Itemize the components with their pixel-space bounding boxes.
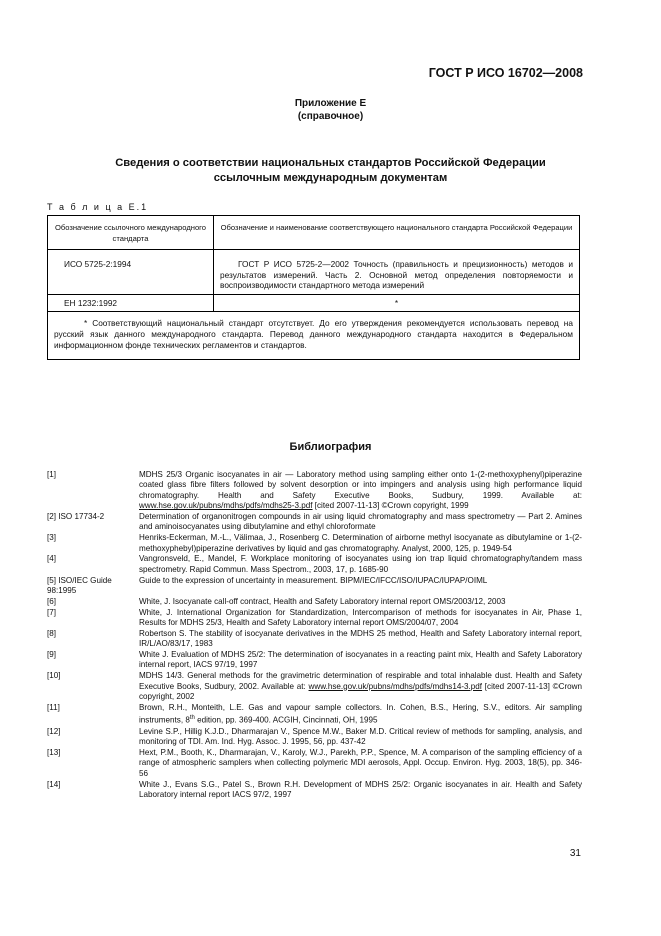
standard-id: ГОСТ Р ИСО 16702—2008 [428,66,583,80]
bibliography-entry [47,671,582,702]
entry-text: Levine S.P., Hillig K.J.D., Dharmarajan V., Spence M.W., Baker M.D. Critical review of methods for sampling, analysis, and monitoring of TDI. Am. Ind. Hyg. Assoc. J. 1995, 56, pp. 437-42 [139,726,582,747]
entry-number: [3] [47,533,56,543]
entry-text: MDHS 25/3 Organic isocyanates in air — Laboratory method using sampling either onto 1-(2-methoxyphenyl)piperazine coated glass fibre filters followed by solvent desorption or into impingers and analysis using high performance liquid chromatography. Health and Safety Executive Books, Sudbury, 1999. Available at: www.hse.gov.uk/pubns/mdhs/pdfs/mdhs25-3.pdf [cited 2007-11-13] ©Crown copyright, 1999 [139,470,582,511]
header-ref-standard: Обозначение ссылочного международного стандарта [48,216,214,250]
entry-number: [13] [47,747,61,757]
entry-number: [8] [47,628,56,638]
bibliography-entry [47,650,582,671]
section-title-line2: ссылочным международным документам [213,172,448,184]
entry-number: [9] [47,650,56,660]
bibliography-entry [47,608,582,629]
bibliography-entry [47,512,582,533]
entry-text: MDHS 14/3. General methods for the gravimetric determination of respirable and total inhalable dust. Health and Safety Executive Books, Sudbury, 2002. Available at: www.hse.gov.uk/pubns/mdhs/pdfs/mdhs14-3.pdf [cited 2007-11-13] ©Crown copyright, 2002 [139,671,582,702]
bibliography-entry [47,597,582,607]
entry-number: [5] ISO/IEC Guide 98:1995 [47,575,112,596]
page-number: 31 [569,848,581,859]
entry-link[interactable]: www.hse.gov.uk/pubns/mdhs/pdfs/mdhs14-3.pdf [308,681,483,691]
bibliography-entry [47,576,582,597]
table-cell-ref: ИСО 5725-2:1994 [48,250,214,295]
table-row [48,294,580,311]
header-national-standard: Обозначение и наименование соответствующего национального стандарта Российской Федерации [214,216,580,250]
bibliography-entry [47,780,582,801]
correspondence-table [47,215,580,360]
bibliography-entry [47,554,582,575]
section-title-line1: Сведения о соответствии национальных стандартов Российской Федерации [115,157,546,169]
entry-number: [6] [47,596,56,606]
bibliography-entry [47,703,582,727]
entry-text: Determination of organonitrogen compounds in air using liquid chromatography and mass spectrometry — Part 2. Amines and aminoisocyanates using dibutylamine and ethyl chloroformate [139,512,582,532]
entry-text: White J. Evaluation of MDHS 25/2: The determination of isocyanates in a reacting paint mix, Health and Safety Laboratory internal report, IACS 97/19, 1997 [139,650,582,670]
entry-text: Vangronsveld, E., Mandel, F. Workplace monitoring of isocyanates using ion trap liquid chromatography/tandem mass spectrometry. Rapid Commun. Mass Spectrom., 2003, 17, p. 1685-90 [139,554,582,574]
entry-number: [2] ISO 17734-2 [47,512,105,522]
entry-text: Brown, R.H., Monteith, L.E. Gas and vapour sample collectors. In. Cohen, B.S., Hering, S.V., editors. Air sampling instruments, 8th edition, pp. 369-400. ACGIH, Cincinnati, OH, 1995 [139,702,582,725]
bibliography-entry [47,727,582,748]
entry-text: White, J. Isocyanate call-off contract, Health and Safety Laboratory internal report OMS/2003/12, 2003 [139,596,506,606]
appendix-type: (справочное) [297,111,364,122]
bibliography-entry [47,629,582,650]
entry-text: Guide to the expression of uncertainty in measurement. BIPM/IEC/IFCC/ISO/IUPAC/IUPAP/OIML [139,575,488,585]
entry-number: [11] [47,702,60,712]
entry-number: [12] [47,726,61,736]
table-cell-ref: ЕН 1232:1992 [48,294,214,311]
table-caption: Т а б л и ц а Е.1 [47,202,149,212]
entry-number: [4] [47,554,56,564]
entry-text: Henriks-Eckerman, M.-L., Välimaa, J., Rosenberg C. Determination of airborne methyl isocyanate as dibutylamine or 1-(2-methoxyphebyl)piperazine derivatives by liquid and gas chromatography. Analyst, 2000, 125, p. 1949-54 [139,533,582,553]
entry-text: Hext, P.M., Booth, K., Dharmarajan, V., Karoly, W.J., Parekh, P.P., Spence, M. A comparison of the sampling efficiency of a range of atmospheric samplers when collecting polymeric MDI aerosols, Appl. Occup. Environ. Hyg. 2003, 18(5), pp. 346-56 [139,747,582,778]
bibliography-entry [47,748,582,779]
table-row [48,250,580,295]
entry-number: [1] [47,470,56,479]
section-title [60,156,601,186]
table-cell-national: ГОСТ Р ИСО 5725-2—2002 Точность (правильность и прецизионность) методов и результатов измерений. Часть 2. Основной метод определения повторяемости и воспроизводимости стандартного метода измерений [214,250,580,295]
entry-text: White, J. International Organization for Standardization, Intercomparison of methods for isocyanates in Air, Phase 1, Results for MDHS 25/3, Health and Safety Laboratory internal report OMS/2004/07, 2004 [139,607,582,628]
appendix-title: Приложение Е [294,98,367,109]
entry-number: [7] [47,607,56,617]
entry-number: [10] [47,671,61,681]
entry-number: [14] [47,779,61,789]
appendix-label [0,97,661,123]
entry-link[interactable]: www.hse.gov.uk/pubns/mdhs/pdfs/mdhs25-3.pdf [139,501,313,511]
table-footnote-row [48,311,580,359]
table-cell-national: * [214,294,580,311]
entry-text: White J., Evans S.G., Patel S., Brown R.H. Development of MDHS 25/2: Organic isocyanates in air. Health and Safety Laboratory internal report IACS 97/2, 1997 [139,779,582,799]
table-footnote: * Соответствующий национальный стандарт отсутствует. До его утверждения рекомендуется использовать перевод на русский язык данного международного стандарта. Перевод данного международного стандарта находится в Федеральном информационном фонде технических регламентов и стандартов. [48,311,580,359]
bibliography-entry [47,470,582,512]
table-header-row [48,216,580,250]
entry-text: Robertson S. The stability of isocyanate derivatives in the MDHS 25 method, Health and Safety Laboratory internal report, IR/L/AO/83/17, 1983 [139,628,582,649]
bibliography-heading: Библиография [289,441,372,453]
bibliography-list [47,470,582,801]
bibliography-entry [47,533,582,554]
